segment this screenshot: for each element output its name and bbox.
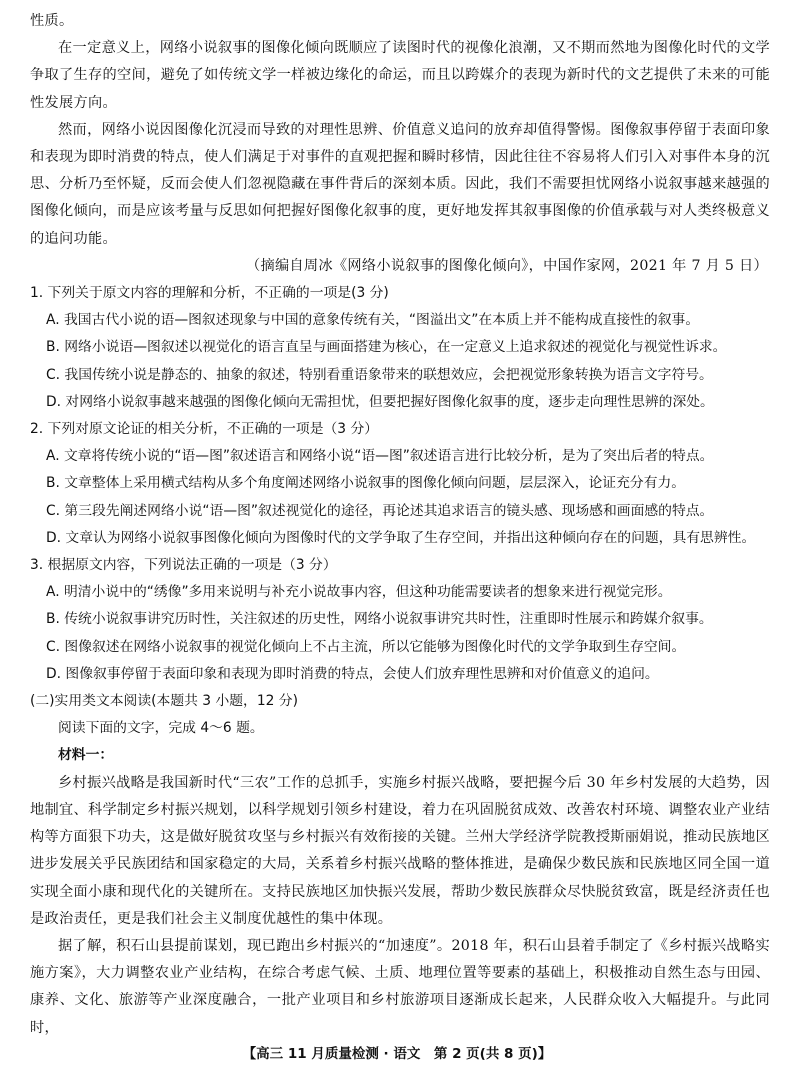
paragraph-warning: 然而，网络小说因图像化沉浸而导致的对理性思辨、价值意义追问的放弃却值得警惕。图像叙事停留于表面印象和表现为即时消费的特点，使人们满足于对事件的直观把握和瞬时移情，因此往往不容易将人们引入对事件本身的沉思、分析乃至怀疑，反而会使人们忽视隐藏在事件背后的深刻本质。因此，我们不需要担忧网络小说叙事越来越强的图像化倾向，而是应该考量与反思如何把握好图像化叙事的度，更好地发挥其叙事图像的价值承载与对人类终极意义的追问功能。 (30, 121, 770, 247)
option-c: C. 图像叙述在网络小说叙事的视觉化倾向上不占主流，所以它能够为图像化时代的文学争取到生存空间。 (46, 638, 686, 655)
material-paragraph-2: 据了解，积石山县提前谋划，现已跑出乡村振兴的“加速度”。2018 年，积石山县着手制定了《乡村振兴战略实施方案》，大力调整农业产业结构，在综合考虑气候、土质、地理位置等要素的基础上，积极推动自然生态与田园、康养、文化、旅游等产业深度融合，一批产业项目和乡村旅游项目逐渐成长起来，人民群众收入大幅提升。与此同时， (30, 937, 770, 1036)
option-b: B. 网络小说语—图叙述以视觉化的语言直呈与画面搭建为核心，在一定意义上追求叙述的视觉化与视觉性诉求。 (46, 339, 727, 356)
option-a: A. 文章将传统小说的“语—图”叙述语言和网络小说“语—图”叙述语言进行比较分析，是为了突出后者的特点。 (46, 448, 714, 465)
question-1 (30, 280, 770, 416)
option-a: A. 我国古代小说的语—图叙述现象与中国的意象传统有关，“图溢出文”在本质上并不能构成直接性的叙事。 (46, 312, 700, 329)
exam-page (30, 8, 770, 1042)
material-paragraph-1: 乡村振兴战略是我国新时代“三农”工作的总抓手，实施乡村振兴战略，要把握今后 30 年乡村发展的大趋势，因地制宜、科学制定乡村振兴规划，以科学规划引领乡村建设，着力在巩固脱贫成效、改善农村环境、调整农业产业结构等方面狠下功夫，这是做好脱贫攻坚与乡村振兴有效衔接的关键。兰州大学经济学院教授斯丽娟说，推动民族地区进步发展关乎民族团结和国家稳定的大局，关系着乡村振兴战略的整体推进，是确保少数民族和民族地区同全国一道实现全面小康和现代化的关键所在。支持民族地区加快振兴发展，帮助少数民族群众尽快脱贫致富，既是经济责任也是政治责任，更是我们社会主义制度优越性的集中体现。 (30, 774, 770, 927)
option-c: C. 第三段先阐述网络小说“语—图”叙述视觉化的途径，再论述其追求语言的镜头感、现场感和画面感的特点。 (46, 502, 714, 519)
question-stem: 3. 根据原文内容，下列说法正确的一项是（3 分） (30, 557, 337, 574)
source-citation: （摘编自周冰《网络小说叙事的图像化倾向》，中国作家网，2021 年 7 月 5 日） (245, 257, 768, 274)
option-b: B. 传统小说叙事讲究历时性，关注叙述的历史性，网络小说叙事讲究共时性，注重即时性展示和跨媒介叙事。 (46, 611, 713, 628)
paragraph-significance: 在一定意义上，网络小说叙事的图像化倾向既顺应了读图时代的视像化浪潮，又不期而然地为图像化时代的文学争取了生存的空间，避免了如传统文学一样被边缘化的命运，而且以跨媒介的表现为新时代的文艺提供了未来的可能性发展方向。 (30, 40, 770, 111)
option-b: B. 文章整体上采用横式结构从多个角度阐述网络小说叙事的图像化倾向问题，层层深入，论证充分有力。 (46, 475, 686, 492)
question-stem: 2. 下列对原文论证的相关分析，不正确的一项是（3 分） (30, 421, 379, 438)
paragraph-continued: 性质。 (30, 13, 74, 29)
option-d: D. 图像叙事停留于表面印象和表现为即时消费的特点，会使人们放弃理性思辨和对价值意义的追问。 (46, 665, 659, 682)
option-d: D. 对网络小说叙事越来越强的图像化倾向无需担忧，但要把握好图像化叙事的度，逐步走向理性思辨的深处。 (46, 393, 714, 410)
option-a: A. 明清小说中的“绣像”多用来说明与补充小说故事内容，但这种功能需要读者的想象来进行视觉完形。 (46, 584, 672, 601)
page-footer: 【高三 11 月质量检测 · 语文 第 2 页(共 8 页)】 (242, 1046, 552, 1062)
option-c: C. 我国传统小说是静态的、抽象的叙述，特别看重语象带来的联想效应，会把视觉形象转换为语言文字符号。 (46, 366, 713, 383)
option-d: D. 文章认为网络小说叙事图像化倾向为图像时代的文学争取了生存空间，并指出这种倾向存在的问题，具有思辨性。 (46, 529, 756, 546)
section-heading: (二)实用类文本阅读(本题共 3 小题，12 分) (30, 693, 298, 710)
material-label: 材料一： (58, 747, 114, 764)
question-stem: 1. 下列关于原文内容的理解和分析，不正确的一项是(3 分) (30, 285, 389, 302)
question-2 (30, 416, 770, 552)
reading-instruction: 阅读下面的文字，完成 4～6 题。 (58, 720, 264, 737)
question-3 (30, 552, 770, 688)
